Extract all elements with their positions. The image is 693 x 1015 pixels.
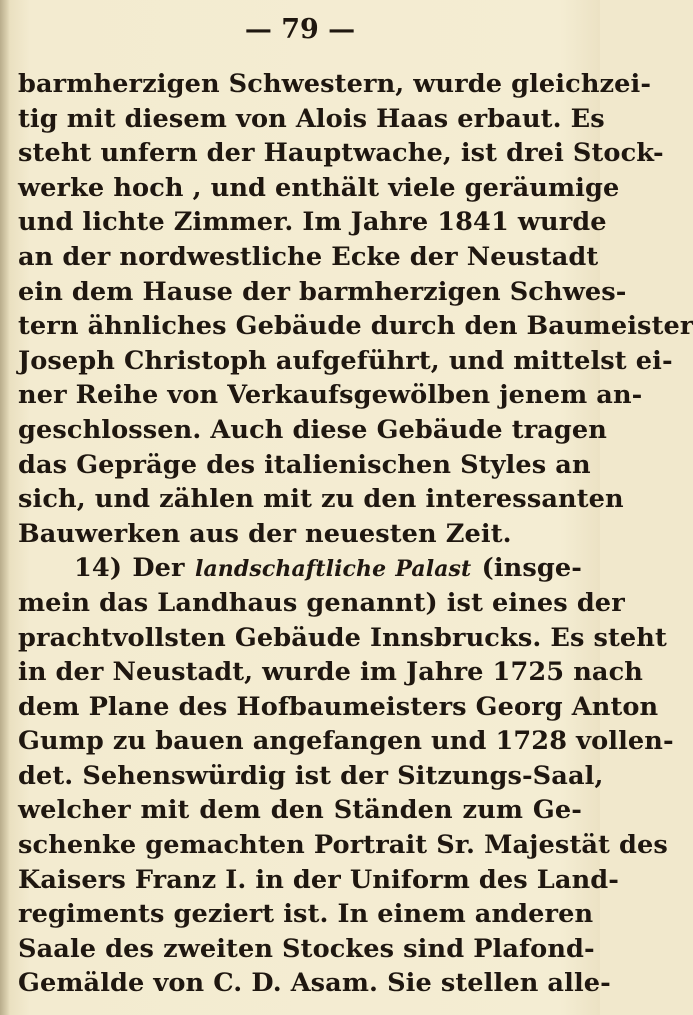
text-line: und lichte Zimmer. Im Jahre 1841 wurde <box>18 207 607 238</box>
text-line: sich, und zählen mit zu den interessanten <box>18 484 624 515</box>
text-line: Gemälde von C. D. Asam. Sie stellen alle- <box>18 968 611 999</box>
text-line: Kaisers Franz I. in der Uniform des Land- <box>18 864 620 895</box>
text-line: tern ähnliches Gebäude durch den Baumeister <box>18 311 693 342</box>
section-title-italic: landschaftliche Palast <box>194 556 472 583</box>
text-line: prachtvollsten Gebäude Innsbrucks. Es steht <box>18 622 667 653</box>
section-lead: 14) Der <box>74 553 195 584</box>
text-line: mein das Landhaus genannt) ist eines der <box>18 587 625 618</box>
text-line: an der nordwestliche Ecke der Neustadt <box>18 241 599 272</box>
text-line: schenke gemachten Portrait Sr. Majestät des <box>18 830 668 861</box>
text-line: barmherzigen Schwestern, wurde gleichzei- <box>18 69 652 99</box>
section-continuation: (insge- <box>471 553 582 584</box>
text-line: steht unfern der Hauptwache, ist drei Stock- <box>18 138 664 169</box>
text-line: geschlossen. Auch diese Gebäude tragen <box>18 414 607 445</box>
text-line: welcher mit dem den Ständen zum Ge- <box>18 795 582 826</box>
text-line: das Gepräge des italienischen Styles an <box>18 449 591 480</box>
text-line: ein dem Hause der barmherzigen Schwes- <box>18 276 627 307</box>
text-line: Saale des zweiten Stockes sind Plafond- <box>18 933 595 964</box>
text-line: Joseph Christoph aufgeführt, und mittelst ei- <box>18 345 673 376</box>
page-number: — 79 — <box>244 14 356 45</box>
text-line: werke hoch , und enthält viele geräumige <box>18 172 620 203</box>
text-line: in der Neustadt, wurde im Jahre 1725 nach <box>18 657 643 688</box>
page-gutter-shadow <box>0 0 10 1015</box>
text-line: regiments geziert ist. In einem anderen <box>18 899 594 930</box>
text-line: Gump zu bauen angefangen und 1728 vollen- <box>18 726 674 757</box>
text-line: tig mit diesem von Alois Haas erbaut. Es <box>18 103 605 134</box>
text-line: det. Sehenswürdig ist der Sitzungs-Saal, <box>18 760 604 791</box>
text-line-section-14 <box>18 551 582 586</box>
text-line: dem Plane des Hofbaumeisters Georg Anton <box>18 691 659 722</box>
text-line-paragraph-end: Bauwerken aus der neuesten Zeit. <box>18 518 512 549</box>
text-line: ner Reihe von Verkaufsgewölben jenem an- <box>18 380 643 411</box>
body-text <box>18 67 693 1001</box>
